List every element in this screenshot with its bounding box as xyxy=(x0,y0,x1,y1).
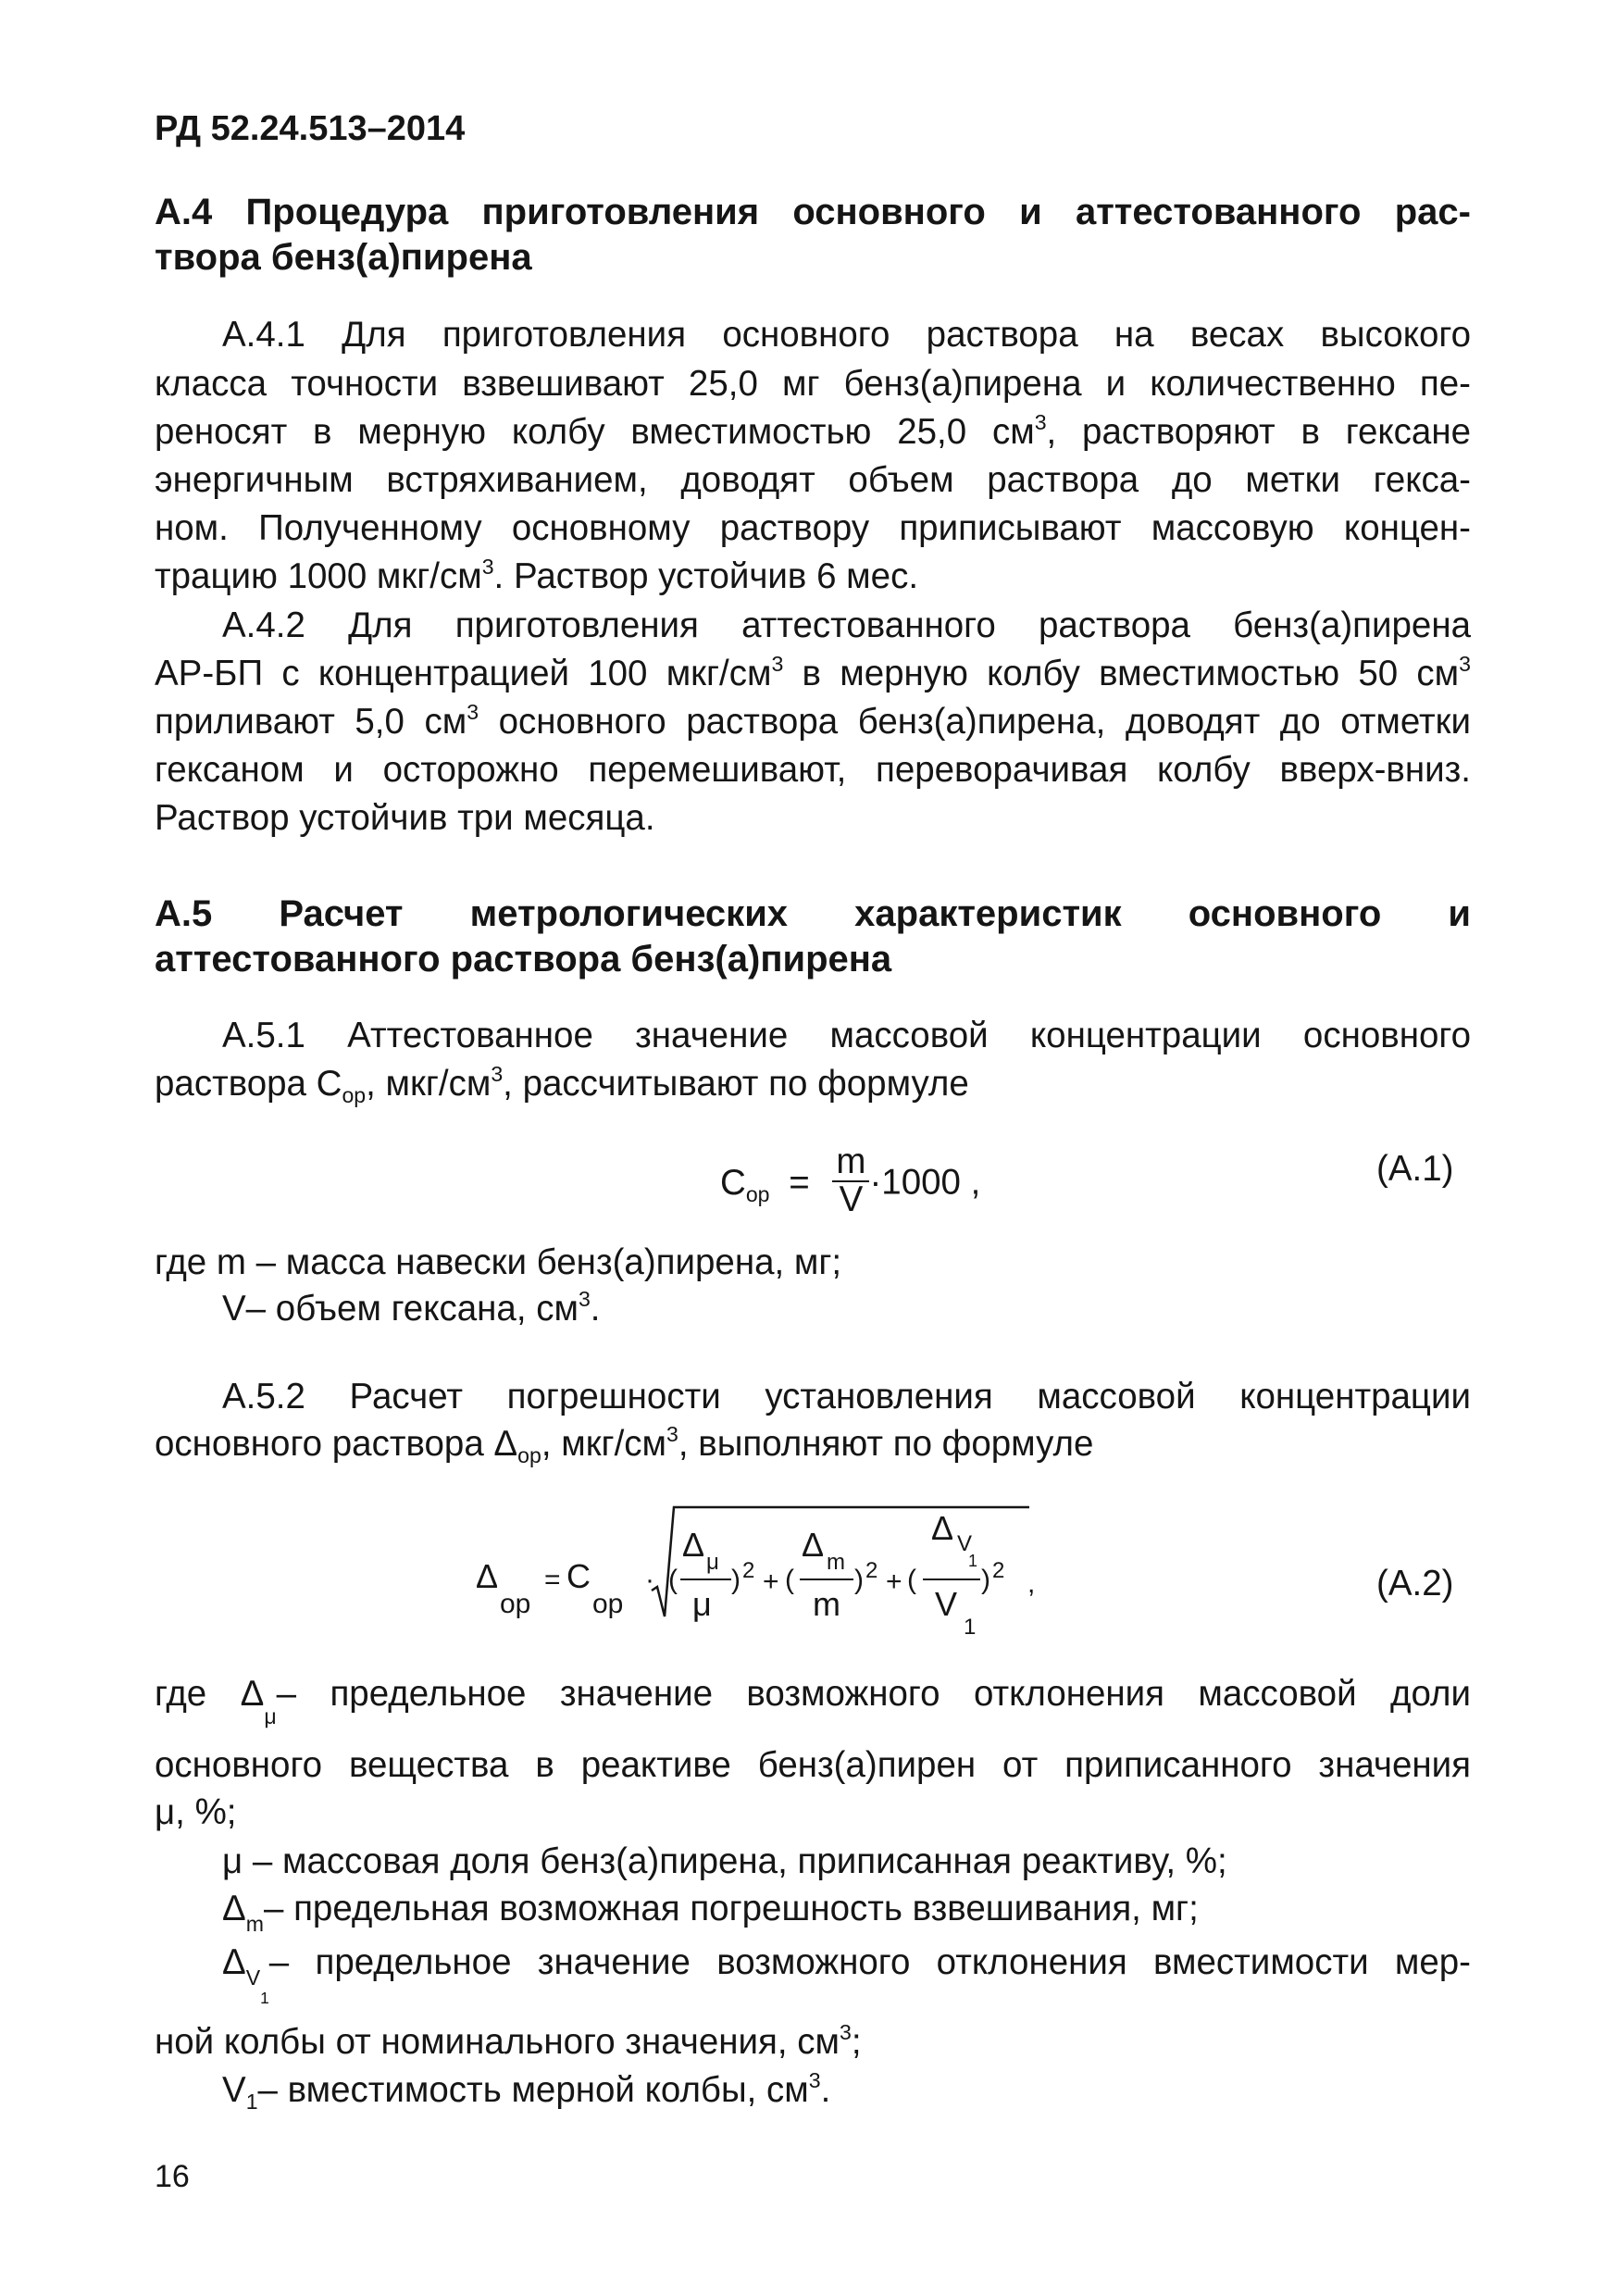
formula-a2-t2-sq: 2 xyxy=(865,1558,878,1583)
formula-a2-t3-sq: 2 xyxy=(992,1558,1005,1583)
where2-line5: $\Delta_m-$ предельная возможная погрешность взвешивания, мг; xyxy=(222,1889,1199,1936)
a41-line5: ном. Полученному основному раствору приписывают массовую концен- xyxy=(155,508,1471,548)
a41-line1: А.4.1 Для приготовления основного раствора на весах высокого xyxy=(222,315,1471,355)
a42-line3: приливают 5,0 $см^3$ основного раствора бенз(а)пирена, доводят до отметки xyxy=(155,700,1472,742)
a41-line4: энергичным встряхиванием, доводят объем раствора до метки гекса- xyxy=(155,460,1471,500)
formula-a2-t1-num-sub: μ xyxy=(706,1550,719,1575)
formula-a2-plus1: + xyxy=(763,1566,779,1597)
where2-line1: где $\Delta_\mu-$ предельное значение возможного отклонения массовой доли xyxy=(155,1674,1471,1728)
formula-a2-lhs: Δ xyxy=(476,1557,499,1595)
formula-a2-t3-den: V xyxy=(935,1585,958,1623)
formula-a2-c-sub: ор xyxy=(592,1589,624,1619)
formula-a2-t3-bar xyxy=(923,1578,980,1580)
formula-a2-t3-num-sub: V xyxy=(957,1531,973,1556)
formula-a2-t3-open: ( xyxy=(907,1565,916,1595)
formula-a2-t3-num-sub2: 1 xyxy=(968,1552,978,1570)
formula-a2-t2-den: m xyxy=(813,1585,840,1623)
a51-line2: раствора $С_{ор}$, мкг/$см^3$, рассчитывают по формуле xyxy=(155,1062,969,1107)
formula-a2-t3-num: Δ xyxy=(931,1509,954,1547)
formula-a2-lhs-sub: ор xyxy=(500,1589,531,1619)
formula-a2-label: (А.2) xyxy=(1376,1564,1454,1603)
where2-line2: основного вещества в реактиве бенз(а)пирен от приписанного значения xyxy=(155,1745,1471,1785)
formula-a1-eq: = xyxy=(789,1162,810,1203)
a41-line6: трацию 1000 мкг/$см^3$. Раствор устойчив 6 мес. xyxy=(155,555,919,596)
formula-a1 xyxy=(720,1142,981,1221)
a42-line1: А.4.2 Для приготовления аттестованного раствора бенз(а)пирена xyxy=(222,605,1471,645)
document-header: РД 52.24.513–2014 xyxy=(155,109,466,148)
where2-line3: μ, %; xyxy=(155,1792,237,1832)
formula-a2-t1-bar xyxy=(680,1578,731,1580)
a41-line2: класса точности взвешивают 25,0 мг бенз(а)пирена и количественно пе- xyxy=(155,364,1471,404)
formula-a2-t2-bar xyxy=(800,1578,853,1580)
section-a4-title-line1: А.4 Процедура приготовления основного и аттестованного рас- xyxy=(155,192,1471,232)
formula-a2-dot: · xyxy=(645,1565,654,1595)
where1-line2: V– объем гексана, $см^3$. xyxy=(222,1287,601,1329)
formula-a1-factor: ·1000 , xyxy=(869,1162,981,1203)
formula-a2-t2-close: ) xyxy=(854,1565,864,1595)
a41-line3: реносят в мерную колбу вместимостью 25,0 $см^3$, растворяют в гексане xyxy=(155,410,1471,452)
page-number: 16 xyxy=(155,2159,190,2194)
formula-a2-t2-num-sub: m xyxy=(827,1550,845,1575)
formula-a2-eq: = xyxy=(544,1565,561,1595)
where1-line1: где m – масса навески бенз(а)пирена, мг; xyxy=(155,1242,842,1282)
a52-line1: А.5.2 Расчет погрешности установления массовой концентрации xyxy=(222,1377,1471,1416)
formula-a1-fraction: $\frac{m}{V}$ xyxy=(832,1144,869,1217)
a42-line5: Раствор устойчив три месяца. xyxy=(155,798,655,838)
a42-line4: гексаном и осторожно перемешивают, переворачивая колбу вверх-вниз. xyxy=(155,750,1471,790)
formula-a1-lhs: $С_{ор}$ xyxy=(720,1162,770,1206)
formula-a2-t1-open: ( xyxy=(668,1565,678,1595)
section-a5-title-line1: А.5 Расчет метрологических характеристик основного и xyxy=(155,893,1471,934)
formula-a2-plus2: + xyxy=(886,1566,902,1597)
formula-a2-tail: , xyxy=(1027,1568,1036,1599)
a51-line1: А.5.1 Аттестованное значение массовой концентрации основного xyxy=(222,1016,1471,1055)
formula-a2-t1-num: Δ xyxy=(682,1526,705,1564)
formula-a2-t2-open: ( xyxy=(785,1565,794,1595)
where2-line8: $V_1-$ вместимость мерной колбы, $см^3$. xyxy=(222,2068,831,2114)
formula-a2-t1-den: μ xyxy=(692,1585,712,1623)
formula-a2-t3-close: ) xyxy=(981,1565,990,1595)
where2-line6: $\Delta_{V1}-$ предельное значение возможного отклонения вместимости мер- xyxy=(222,1942,1471,2007)
section-a4-title-line2: твора бенз(а)пирена xyxy=(155,237,532,278)
formula-a2-t2-num: Δ xyxy=(802,1526,825,1564)
where2-line7: ной колбы от номинального значения, $см^3$; xyxy=(155,2020,862,2062)
a42-line2: АР-БП с концентрацией 100 мкг/$см^3$ в мерную колбу вместимостью 50 $см^3$ xyxy=(155,652,1471,693)
formula-a2-c: С xyxy=(566,1557,591,1595)
formula-a2-t3-den-sub: 1 xyxy=(964,1615,977,1640)
formula-a1-label: (А.1) xyxy=(1376,1149,1454,1189)
a52-line2: основного раствора $\Delta_{ор}$, мкг/$см^3$, выполняют по формуле xyxy=(155,1422,1094,1467)
formula-a2-t1-sq: 2 xyxy=(742,1558,755,1583)
where2-line4: μ – массовая доля бенз(а)пирена, приписанная реактиву, %; xyxy=(222,1841,1227,1881)
section-a5-title-line2: аттестованного раствора бенз(а)пирена xyxy=(155,939,892,980)
formula-a2-t1-close: ) xyxy=(731,1565,741,1595)
